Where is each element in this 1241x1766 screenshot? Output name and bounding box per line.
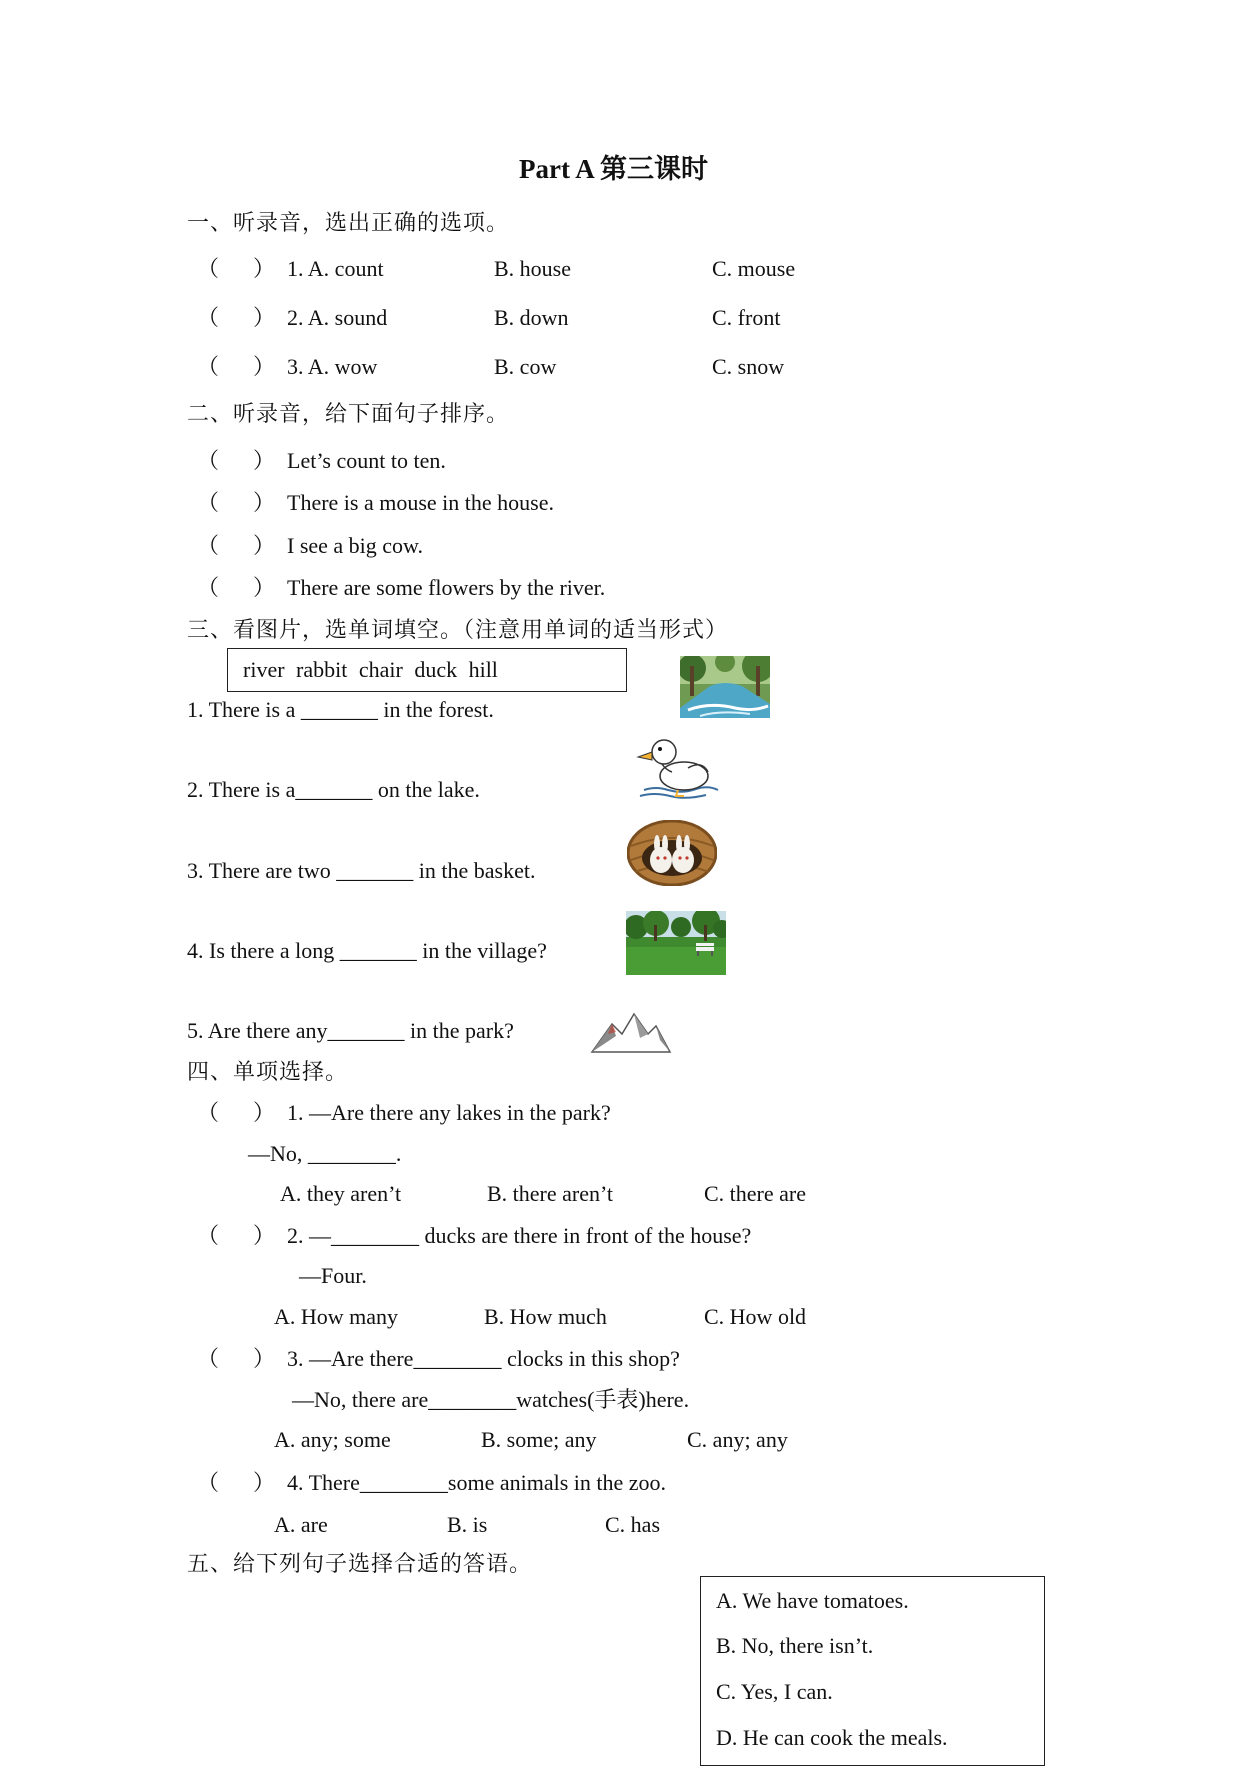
option-c: C. front: [712, 305, 781, 330]
duck-image: [636, 734, 720, 802]
option-a: A. they aren’t: [280, 1181, 402, 1206]
answer-paren-open: （: [197, 490, 220, 515]
answer-line: —No, there are________watches(手表)here.: [292, 1387, 690, 1412]
answer-paren-close: ）: [253, 575, 276, 600]
answer-option-d: D. He can cook the meals.: [716, 1725, 948, 1750]
sentence: Let’s count to ten.: [287, 448, 446, 473]
answer-option-c: C. Yes, I can.: [716, 1679, 833, 1704]
word-bank-box: river rabbit chair duck hill: [227, 648, 627, 692]
sentence: There are some flowers by the river.: [287, 575, 606, 600]
answer-paren-close: ）: [253, 533, 276, 558]
question-text: 3. —Are there________ clocks in this shop?: [287, 1346, 680, 1371]
option-a: 2. A. sound: [287, 305, 388, 330]
section-5-heading: 五、给下列句子选择合适的答语。: [187, 1551, 533, 1576]
fill-blank-item-4: 4. Is there a long _______ in the village?: [187, 938, 547, 963]
question-text: 1. —Are there any lakes in the park?: [287, 1100, 611, 1125]
answer-paren-close: ）: [253, 448, 276, 473]
option-c: C. has: [605, 1512, 660, 1537]
option-a: 3. A. wow: [287, 354, 378, 379]
question-text: 2. —________ ducks are there in front of the house?: [287, 1223, 752, 1248]
page-title: Part A 第三课时: [519, 154, 708, 184]
option-c: C. snow: [712, 354, 785, 379]
option-b: B. cow: [494, 354, 557, 379]
option-b: B. some; any: [481, 1427, 597, 1452]
answer-paren-open: （: [197, 1470, 220, 1495]
question-text: 4. There________some animals in the zoo.: [287, 1470, 667, 1495]
answer-paren-open: （: [197, 256, 220, 281]
answer-option-a: A. We have tomatoes.: [716, 1588, 909, 1613]
fill-blank-item-1: 1. There is a _______ in the forest.: [187, 697, 494, 722]
fill-blank-item-2: 2. There is a_______ on the lake.: [187, 777, 480, 802]
answer-paren-close: ）: [253, 354, 276, 379]
sentence: There is a mouse in the house.: [287, 490, 554, 515]
rabbits-in-basket-image: [627, 820, 717, 886]
answer-paren-open: （: [197, 1346, 220, 1371]
answer-line: —Four.: [299, 1263, 367, 1288]
answer-line: —No, ________.: [248, 1141, 402, 1166]
river-forest-image: [680, 656, 770, 718]
option-c: C. there are: [704, 1181, 806, 1206]
answer-paren-open: （: [197, 575, 220, 600]
answer-paren-close: ）: [253, 256, 276, 281]
option-a: A. How many: [274, 1304, 399, 1329]
option-b: B. is: [447, 1512, 488, 1537]
answer-paren-open: （: [197, 448, 220, 473]
answer-paren-open: （: [197, 1223, 220, 1248]
answer-paren-close: ）: [253, 490, 276, 515]
answer-paren-open: （: [197, 305, 220, 330]
fill-blank-item-5: 5. Are there any_______ in the park?: [187, 1018, 514, 1043]
park-bench-image: [626, 911, 726, 975]
fill-blank-item-3: 3. There are two _______ in the basket.: [187, 858, 536, 883]
option-a: A. are: [274, 1512, 328, 1537]
answer-option-b: B. No, there isn’t.: [716, 1633, 874, 1658]
hills-image: [590, 1010, 672, 1054]
section-2-heading: 二、听录音，给下面句子排序。: [187, 401, 510, 426]
option-c: C. How old: [704, 1304, 807, 1329]
option-a: A. any; some: [274, 1427, 391, 1452]
option-b: B. How much: [484, 1304, 607, 1329]
section-4-heading: 四、单项选择。: [187, 1059, 349, 1084]
option-b: B. there aren’t: [487, 1181, 614, 1206]
answer-paren-close: ）: [253, 305, 276, 330]
answer-paren-close: ）: [253, 1100, 276, 1125]
option-b: B. house: [494, 256, 571, 281]
section-1-heading: 一、听录音，选出正确的选项。: [187, 210, 510, 235]
answer-paren-close: ）: [253, 1470, 276, 1495]
option-c: C. mouse: [712, 256, 796, 281]
answer-paren-close: ）: [253, 1223, 276, 1248]
section-3-heading: 三、看图片，选单词填空。（注意用单词的适当形式）: [187, 617, 729, 642]
answer-options-box: [700, 1576, 1045, 1766]
option-c: C. any; any: [687, 1427, 788, 1452]
answer-paren-close: ）: [253, 1346, 276, 1371]
sentence: I see a big cow.: [287, 533, 424, 558]
answer-paren-open: （: [197, 1100, 220, 1125]
answer-paren-open: （: [197, 354, 220, 379]
option-b: B. down: [494, 305, 569, 330]
option-a: 1. A. count: [287, 256, 384, 281]
answer-paren-open: （: [197, 533, 220, 558]
